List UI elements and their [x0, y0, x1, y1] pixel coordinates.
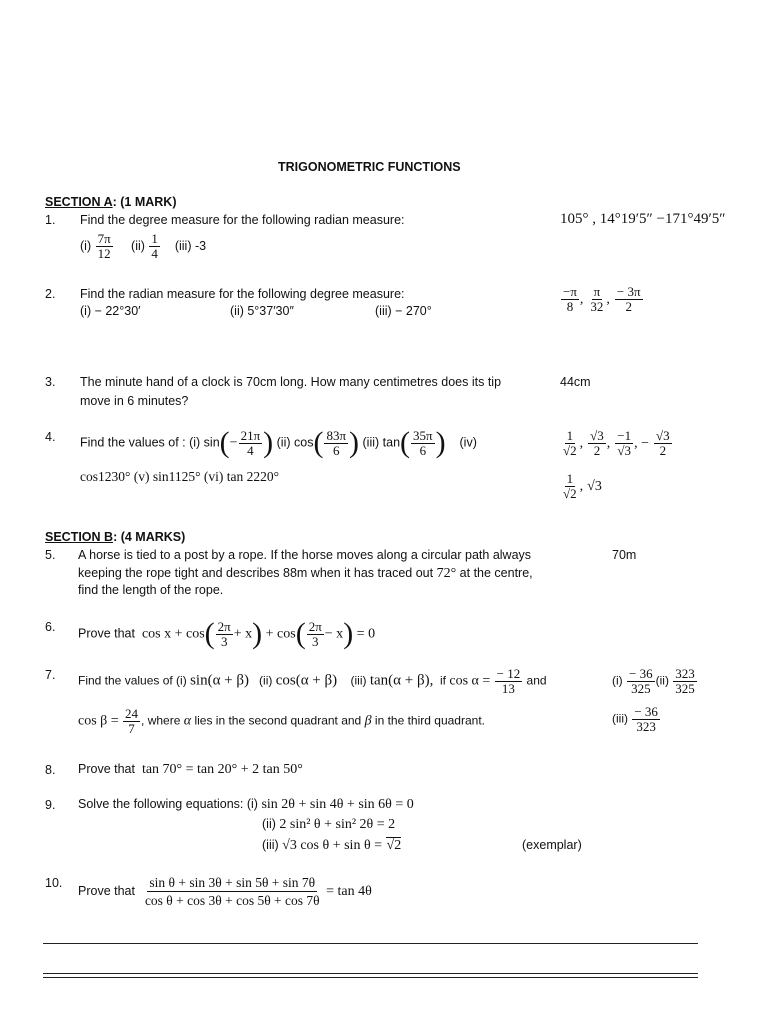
q1-fraction-i: $\frac{7\pi}{12}$ — [97, 231, 111, 261]
q7-number: 7. — [45, 668, 56, 682]
q9-line3: (iii) √3 cos θ + sin θ = √2 — [262, 838, 402, 853]
q2-option-i: (i) − 22°30′ — [80, 304, 141, 318]
q2-answer: $\frac{-\pi}{8}$ , $\frac{\pi}{32}$ , $\frac{- 3\pi}{2}$ — [563, 284, 641, 314]
q4-line2: cos1230° (v) sin1125° (vi) tan 2220° — [80, 469, 280, 484]
q3-number: 3. — [45, 375, 56, 389]
page-title: TRIGONOMETRIC FUNCTIONS — [278, 160, 461, 174]
q2-text: Find the radian measure for the following degree measure: — [80, 287, 405, 301]
q8-expression: Prove that tan 70° = tan 20° + 2 tan 50° — [78, 762, 303, 777]
q9-exemplar-note: (exemplar) — [522, 838, 582, 852]
q5-answer: 70m — [612, 548, 637, 562]
q7-answer-row1: (i) $\frac{- 36}{325}$ (ii) $\frac{323}{325}$ — [612, 666, 695, 696]
q4-answer-row1: $\frac{1}{√2}$ , $\frac{√3}{2}$ , $\frac{-1}{√3}$ , − $\frac{√3}{2}$ — [563, 428, 670, 458]
section-a-heading: SECTION A: (1 MARK) — [45, 195, 177, 209]
q8-number: 8. — [45, 763, 56, 777]
q6-expression: Prove that cos x + cos( $\frac{2\pi}{3}$ + x) + cos( $\frac{2\pi}{3}$ − x) = 0 — [78, 617, 376, 650]
q3-line2: move in 6 minutes? — [80, 394, 189, 408]
q2-number: 2. — [45, 287, 56, 301]
q9-number: 9. — [45, 798, 56, 812]
q3-line1: The minute hand of a clock is 70cm long. How many centimetres does its tip — [80, 375, 502, 389]
q1-options: (i) $\frac{7\pi}{12}$ (ii) $\frac{1}{4}$ (iii) -3 — [80, 231, 207, 261]
footer-divider — [43, 943, 698, 944]
q3-answer: 44cm — [560, 375, 591, 389]
q1-fraction-ii: $\frac{1}{4}$ — [151, 231, 158, 261]
q5-line1: A horse is tied to a post by a rope. If the horse moves along a circular path always — [78, 548, 532, 562]
q9-line2: (ii) 2 sin² θ + sin² 2θ = 2 — [262, 817, 396, 832]
footer-double-rule-top — [43, 973, 698, 974]
q4-line1: Find the values of : (i) sin(− $\frac{21\pi}{4}$ ) (ii) cos( $\frac{83\pi}{6}$ ) (iii) tan( $\frac{35\pi}{6}$ ) (iv) — [80, 426, 477, 459]
q7-answer-row2: (iii) $\frac{- 36}{323}$ — [612, 704, 658, 734]
q7-line2: cos β = $\frac{24}{7}$ , where α lies in the second quadrant and β in the third quadrant. — [78, 706, 485, 736]
q5-line2: keeping the rope tight and describes 88m when it has traced out 72° at the centre, — [78, 566, 533, 581]
q5-number: 5. — [45, 548, 56, 562]
q10-expression: Prove that $\frac{\text{sin θ + sin 3θ + sin 5θ + sin 7θ}}{\text{cos θ + cos 3θ + cos 5θ + cos 7θ}}$ = tan 4θ — [78, 875, 372, 908]
q4-answer-row2: $\frac{1}{√2}$ , √3 — [563, 471, 602, 501]
q10-number: 10. — [45, 876, 63, 890]
q4-number: 4. — [45, 430, 56, 444]
q2-option-ii: (ii) 5°37′30″ — [230, 304, 294, 318]
q9-line1: Solve the following equations: (i) sin 2θ + sin 4θ + sin 6θ = 0 — [78, 797, 414, 812]
q6-number: 6. — [45, 620, 56, 634]
q1-text: Find the degree measure for the following radian measure: — [80, 213, 405, 227]
footer-double-rule-bottom — [43, 977, 698, 978]
q7-line1: Find the values of (i) sin(α + β) (ii) cos(α + β) (iii) tan(α + β), if cos α = $\frac{- 12}{13}$ and — [78, 666, 547, 696]
q1-answer: 105° , 14°19′5″ −171°49′5″ — [560, 211, 726, 227]
q1-number: 1. — [45, 213, 56, 227]
section-b-heading: SECTION B: (4 MARKS) — [45, 530, 186, 544]
q2-option-iii: (iii) − 270° — [375, 304, 432, 318]
q5-line3: find the length of the rope. — [78, 583, 224, 597]
